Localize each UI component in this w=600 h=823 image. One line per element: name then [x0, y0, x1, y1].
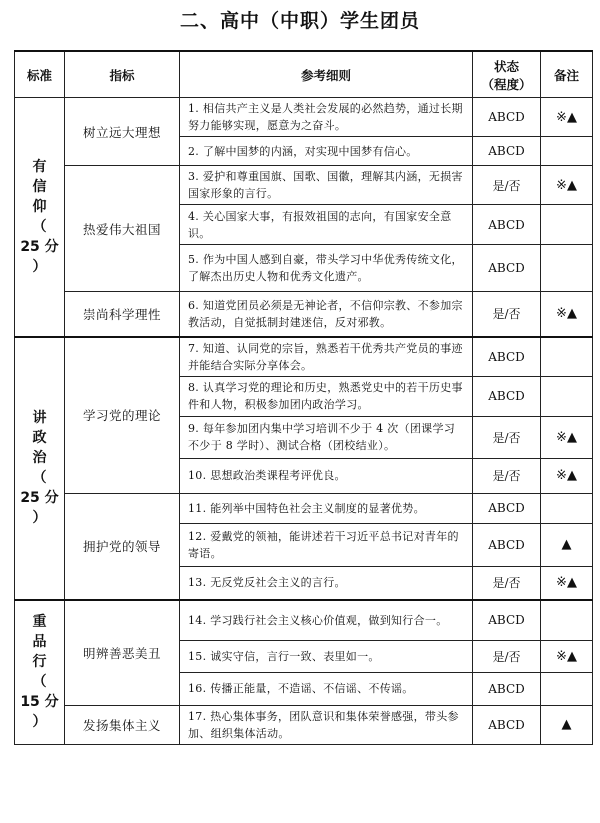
- standard-char: ）: [32, 714, 47, 731]
- note-cell: ※▲: [541, 416, 593, 458]
- standard-char: 品: [32, 634, 47, 651]
- standard-char: （: [32, 674, 47, 691]
- indicator-name: 明辨善恶美丑: [65, 600, 180, 705]
- page-title: 二、高中（中职）学生团员: [179, 10, 420, 32]
- detail-text: 15. 诚实守信，言行一致、表里如一。: [180, 640, 473, 672]
- indicator-name: 学习党的理论: [65, 337, 180, 494]
- indicator-name: 发扬集体主义: [65, 705, 180, 744]
- table-row: [15, 705, 593, 744]
- standard-char: 政: [32, 430, 47, 447]
- standard-char: 25 分: [20, 238, 59, 255]
- note-cell: [541, 245, 593, 292]
- standard-char: （: [32, 470, 47, 487]
- status-cell: ABCD: [473, 337, 541, 377]
- status-cell: 是/否: [473, 640, 541, 672]
- standard-char: 有: [32, 158, 47, 175]
- note-cell: [541, 672, 593, 705]
- status-cell: ABCD: [473, 600, 541, 640]
- header-note: 备注: [541, 51, 593, 98]
- status-cell: ABCD: [473, 98, 541, 137]
- table-body: [15, 98, 593, 745]
- standard-char: 25 分: [20, 490, 59, 507]
- note-cell: ※▲: [541, 458, 593, 493]
- status-cell: 是/否: [473, 458, 541, 493]
- table-row: [15, 600, 593, 640]
- detail-text: 16. 传播正能量，不造谣、不信谣、不传谣。: [180, 672, 473, 705]
- note-cell: [541, 137, 593, 166]
- table-header: [15, 51, 593, 98]
- detail-text: 4. 关心国家大事，有报效祖国的志向，有国家安全意识。: [180, 205, 473, 245]
- detail-text: 13. 无反党反社会主义的言行。: [180, 566, 473, 600]
- standard-char: （: [32, 218, 47, 235]
- section-standard: [15, 600, 65, 744]
- status-cell: ABCD: [473, 205, 541, 245]
- standard-char: 治: [32, 450, 47, 467]
- status-cell: ABCD: [473, 493, 541, 523]
- header-status-line1: 状态: [493, 58, 519, 74]
- detail-text: 3. 爱护和尊重国旗、国歌、国徽，理解其内涵，无损害国家形象的言行。: [180, 166, 473, 205]
- header-row: [15, 51, 593, 98]
- standard-char: ）: [32, 258, 47, 275]
- detail-text: 10. 思想政治类课程考评优良。: [180, 458, 473, 493]
- header-indicator: 指标: [65, 51, 180, 98]
- status-cell: 是/否: [473, 292, 541, 337]
- standard-char: 15 分: [20, 694, 59, 711]
- status-cell: 是/否: [473, 416, 541, 458]
- detail-text: 8. 认真学习党的理论和历史，熟悉党史中的若干历史事件和人物，积极参加团内政治学习。: [180, 376, 473, 416]
- table-row: [15, 292, 593, 337]
- note-cell: [541, 337, 593, 377]
- detail-text: 6. 知道党团员必须是无神论者，不信仰宗教、不参加宗教活动，自觉抵制封建迷信，反对邪教。: [180, 292, 473, 337]
- header-status-line2: （程度）: [481, 76, 532, 92]
- status-cell: ABCD: [473, 523, 541, 566]
- indicator-name: 热爱伟大祖国: [65, 166, 180, 292]
- note-cell: [541, 493, 593, 523]
- table-row: [15, 166, 593, 205]
- table-row: [15, 493, 593, 523]
- indicator-name: 树立远大理想: [65, 98, 180, 166]
- detail-text: 7. 知道、认同党的宗旨，熟悉若干优秀共产党员的事迹并能结合实际分享体会。: [180, 337, 473, 377]
- standard-char: ）: [32, 510, 47, 527]
- detail-text: 12. 爱戴党的领袖，能讲述若干习近平总书记对青年的寄语。: [180, 523, 473, 566]
- note-cell: ※▲: [541, 566, 593, 600]
- note-cell: ※▲: [541, 98, 593, 137]
- detail-text: 2. 了解中国梦的内涵，对实现中国梦有信心。: [180, 137, 473, 166]
- detail-text: 14. 学习践行社会主义核心价值观，做到知行合一。: [180, 600, 473, 640]
- table-row: [15, 337, 593, 377]
- standard-char: 重: [32, 614, 47, 631]
- note-cell: [541, 600, 593, 640]
- status-cell: 是/否: [473, 166, 541, 205]
- section-standard: [15, 337, 65, 601]
- table-row: [15, 98, 593, 137]
- status-cell: ABCD: [473, 137, 541, 166]
- header-standard: 标准: [15, 51, 65, 98]
- membership-standards-table: [14, 50, 593, 745]
- note-cell: ※▲: [541, 640, 593, 672]
- header-status: [473, 51, 541, 98]
- standard-char: 行: [32, 654, 47, 671]
- note-cell: ※▲: [541, 292, 593, 337]
- standard-char: 信: [32, 178, 47, 195]
- status-cell: ABCD: [473, 705, 541, 744]
- detail-text: 5. 作为中国人感到自豪，带头学习中华优秀传统文化，了解杰出历史人物和优秀文化遗产。: [180, 245, 473, 292]
- note-cell: ▲: [541, 705, 593, 744]
- note-cell: ▲: [541, 523, 593, 566]
- note-cell: [541, 376, 593, 416]
- standard-char: 讲: [32, 410, 47, 427]
- status-cell: ABCD: [473, 376, 541, 416]
- status-cell: 是/否: [473, 566, 541, 600]
- status-cell: ABCD: [473, 672, 541, 705]
- detail-text: 1. 相信共产主义是人类社会发展的必然趋势，通过长期努力能够实现，愿意为之奋斗。: [180, 98, 473, 137]
- detail-text: 11. 能列举中国特色社会主义制度的显著优势。: [180, 493, 473, 523]
- status-cell: ABCD: [473, 245, 541, 292]
- indicator-name: 拥护党的领导: [65, 493, 180, 600]
- section-standard: [15, 98, 65, 337]
- header-details: 参考细则: [180, 51, 473, 98]
- detail-text: 9. 每年参加团内集中学习培训不少于 4 次（团课学习不少于 8 学时）、测试合格（团校结业）。: [180, 416, 473, 458]
- standard-char: 仰: [32, 198, 47, 215]
- indicator-name: 崇尚科学理性: [65, 292, 180, 337]
- note-cell: [541, 205, 593, 245]
- detail-text: 17. 热心集体事务，团队意识和集体荣誉感强，带头参加、组织集体活动。: [180, 705, 473, 744]
- note-cell: ※▲: [541, 166, 593, 205]
